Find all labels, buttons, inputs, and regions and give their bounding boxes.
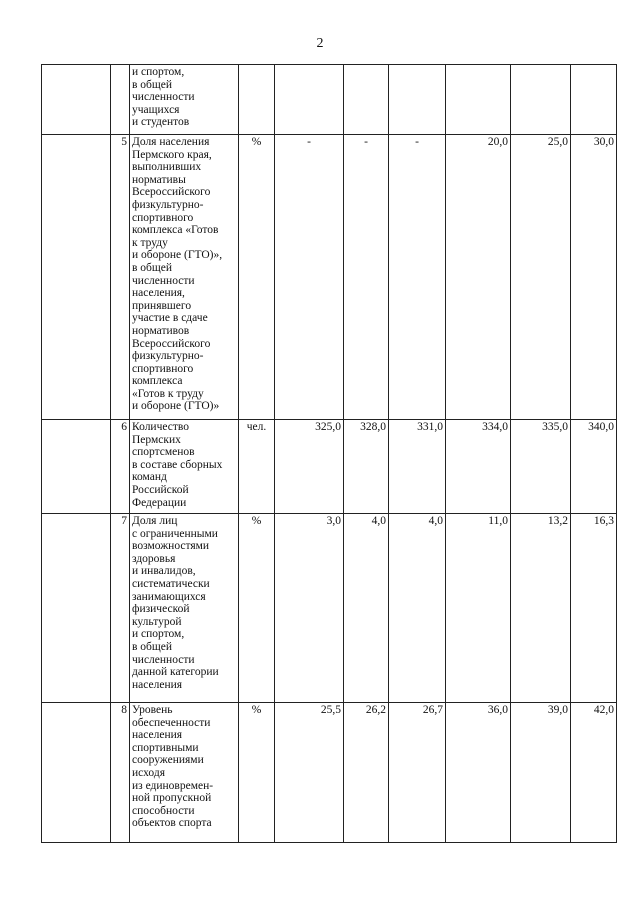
value-cell: - [275,135,344,420]
table-row [42,703,617,843]
row-number-cell [111,65,130,135]
table-row [42,135,617,420]
value-cell [571,65,617,135]
value-cell: 16,3 [571,514,617,703]
value-cell [511,65,571,135]
value-cell: - [389,135,446,420]
unit-cell: % [239,514,275,703]
value-cell [275,65,344,135]
value-cell: 26,7 [389,703,446,843]
value-cell [446,65,511,135]
value-cell [344,65,389,135]
table-row [42,65,617,135]
unit-cell [239,65,275,135]
row-number-cell: 6 [111,420,130,514]
value-cell: 13,2 [511,514,571,703]
value-cell: 36,0 [446,703,511,843]
value-cell: 4,0 [389,514,446,703]
value-cell: 11,0 [446,514,511,703]
value-cell: 334,0 [446,420,511,514]
page-number: 2 [316,36,324,51]
blank-cell [42,65,111,135]
value-cell: 335,0 [511,420,571,514]
value-cell: 4,0 [344,514,389,703]
value-cell: 39,0 [511,703,571,843]
table-row [42,420,617,514]
value-cell: 325,0 [275,420,344,514]
row-number-cell: 8 [111,703,130,843]
table-row [42,514,617,703]
indicator-name-cell: и спортом, в общей численности учащихся и студентов [130,65,239,135]
value-cell: 340,0 [571,420,617,514]
blank-cell [42,703,111,843]
row-number-cell: 7 [111,514,130,703]
value-cell: 3,0 [275,514,344,703]
value-cell: 328,0 [344,420,389,514]
value-cell [389,65,446,135]
indicators-table [41,64,617,843]
value-cell: 331,0 [389,420,446,514]
unit-cell: чел. [239,420,275,514]
value-cell: - [344,135,389,420]
value-cell: 30,0 [571,135,617,420]
blank-cell [42,514,111,703]
value-cell: 42,0 [571,703,617,843]
value-cell: 25,0 [511,135,571,420]
value-cell: 25,5 [275,703,344,843]
value-cell: 26,2 [344,703,389,843]
indicator-name-cell: Доля лиц с ограниченными возможностями здоровья и инвалидов, систематически занимающихся физической культурой и спортом, в общей численности данной категории населения [130,514,239,703]
blank-cell [42,420,111,514]
blank-cell [42,135,111,420]
row-number-cell: 5 [111,135,130,420]
indicator-name-cell: Уровень обеспеченности населения спортивными сооружениями исходя из единовремен- ной пропускной способности объектов спорта [130,703,239,843]
unit-cell: % [239,135,275,420]
indicator-name-cell: Доля населения Пермского края, выполнивших нормативы Всероссийского физкультурно- спортивного комплекса «Готов к труду и обороне (ГТО)», в общей численности населения, принявшего участие в сдаче нормативов Всероссийского физкультурно- спортивного комплекса «Готов к труду и обороне (ГТО)» [130,135,239,420]
value-cell: 20,0 [446,135,511,420]
indicator-name-cell: Количество Пермских спортсменов в составе сборных команд Российской Федерации [130,420,239,514]
unit-cell: % [239,703,275,843]
